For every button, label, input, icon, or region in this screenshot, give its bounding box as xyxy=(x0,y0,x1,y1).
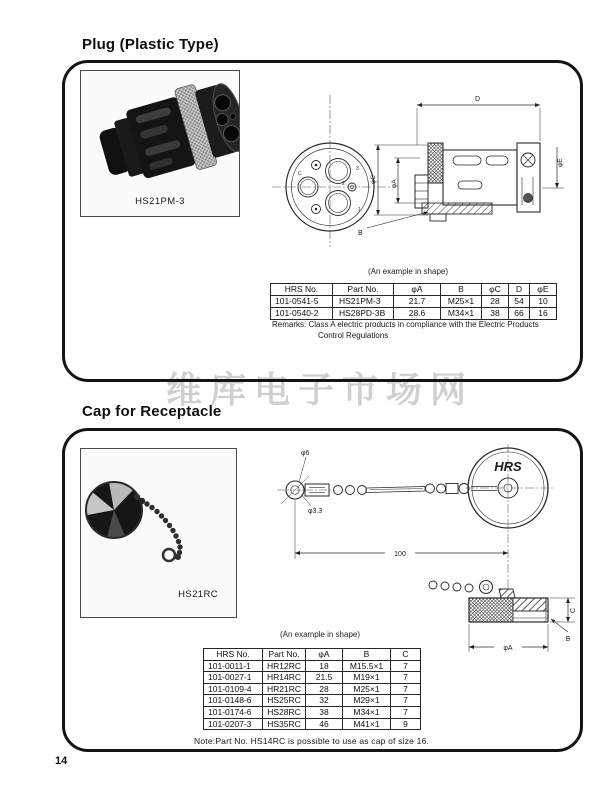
table-cell: 101-0011-1 xyxy=(204,660,263,672)
cap-example-note: (An example in shape) xyxy=(279,630,361,639)
column-header: Part No. xyxy=(333,284,394,296)
plug-table xyxy=(270,283,557,320)
table-cell: 101-0027-1 xyxy=(204,672,263,684)
table-cell: 101-0540-2 xyxy=(271,308,333,320)
column-header: B xyxy=(441,284,482,296)
dim-label-b: B xyxy=(358,230,363,237)
dim-label-cap-phi-a: φA xyxy=(503,645,513,652)
column-header: φA xyxy=(394,284,441,296)
watermark-text: 维库电子市场网 xyxy=(166,370,475,411)
table-cell: M25×1 xyxy=(441,296,482,308)
cap-photo-caption: HS21RC xyxy=(178,589,218,600)
plug-side-view xyxy=(367,105,564,228)
plug-section-heading: Plug (Plastic Type) xyxy=(82,36,219,53)
cap-section-heading: Cap for Receptacle xyxy=(82,403,222,420)
table-cell: 54 xyxy=(509,296,530,308)
table-cell: HR21RC xyxy=(263,683,306,695)
pin-label-c: C xyxy=(298,171,302,177)
plug-photo-caption: HS21PM-3 xyxy=(135,196,185,207)
column-header: D xyxy=(509,284,530,296)
dim-label-d: D xyxy=(475,96,481,103)
table-cell: M34×1 xyxy=(441,308,482,320)
column-header: Part No. xyxy=(263,649,306,661)
table-cell: 28 xyxy=(482,296,509,308)
dim-label-cap-c: C xyxy=(570,607,577,613)
table-row xyxy=(204,718,421,730)
plug-remarks-line1: Remarks: Class A electric products in compliance with the Electric Products xyxy=(272,320,539,329)
plug-remarks-line2: Control Regulations xyxy=(318,330,389,340)
table-cell: 7 xyxy=(391,660,421,672)
dim-label-phi-c: φC xyxy=(370,175,377,184)
table-cell: HR14RC xyxy=(263,672,306,684)
table-cell: 28.6 xyxy=(394,308,441,320)
column-header: HRS No. xyxy=(204,649,263,661)
plug-example-note: (An example in shape) xyxy=(367,267,449,276)
table-cell: M34×1 xyxy=(343,706,391,718)
column-header: C xyxy=(391,649,421,661)
hrs-logo: HRS xyxy=(494,459,522,474)
table-cell: 101-0207-3 xyxy=(204,718,263,730)
cap-table xyxy=(203,648,421,730)
plug-front-view xyxy=(272,95,394,247)
pin-label-2: 2 xyxy=(342,181,345,187)
table-cell: HS35RC xyxy=(263,718,306,730)
dim-label-cap-b: B xyxy=(565,636,571,643)
table-cell: 21.7 xyxy=(394,296,441,308)
cap-note: Note:Part No. HS14RC is possible to use as cap of size 16. xyxy=(194,736,430,746)
plug-photo-frame xyxy=(80,70,240,217)
table-cell: M25×1 xyxy=(343,683,391,695)
table-header-row xyxy=(204,649,421,661)
cap-photo-frame xyxy=(80,448,237,618)
table-cell: 101-0541-5 xyxy=(271,296,333,308)
column-header: B xyxy=(343,649,391,661)
table-cell: 38 xyxy=(306,706,343,718)
table-cell: 7 xyxy=(391,695,421,707)
column-header: HRS No. xyxy=(271,284,333,296)
table-row xyxy=(204,695,421,707)
column-header: φC xyxy=(482,284,509,296)
dim-label-phi-e: φE xyxy=(557,158,564,167)
table-cell: 7 xyxy=(391,706,421,718)
table-row xyxy=(204,660,421,672)
column-header: φE xyxy=(530,284,557,296)
plug-dimension-drawing xyxy=(270,85,570,253)
table-cell: 7 xyxy=(391,683,421,695)
cap-dimension-drawing xyxy=(275,440,580,675)
table-cell: 18 xyxy=(306,660,343,672)
dim-label-phi6: φ6 xyxy=(301,450,310,457)
table-header-row xyxy=(271,284,557,296)
cap-photo-art xyxy=(86,482,183,561)
table-cell: 46 xyxy=(306,718,343,730)
table-row xyxy=(204,683,421,695)
table-cell: HS25RC xyxy=(263,695,306,707)
table-cell: 101-0109-4 xyxy=(204,683,263,695)
table-cell: 101-0174-6 xyxy=(204,706,263,718)
table-cell: HS28RC xyxy=(263,706,306,718)
table-cell: M15.5×1 xyxy=(343,660,391,672)
table-row xyxy=(204,672,421,684)
dim-label-phi-a: φA xyxy=(391,179,398,188)
table-cell: M19×1 xyxy=(343,672,391,684)
cap-side-view xyxy=(429,581,575,653)
table-cell: 38 xyxy=(482,308,509,320)
table-cell: 32 xyxy=(306,695,343,707)
table-cell: HR12RC xyxy=(263,660,306,672)
table-cell: 10 xyxy=(530,296,557,308)
table-cell: M29×1 xyxy=(343,695,391,707)
table-cell: 7 xyxy=(391,672,421,684)
pin-label-3: 3 xyxy=(356,166,359,172)
dim-label-phi33: φ3.3 xyxy=(308,508,323,515)
dim-label-100: 100 xyxy=(394,551,406,558)
table-cell: HS21PM-3 xyxy=(333,296,394,308)
table-cell: HS28PD-3B xyxy=(333,308,394,320)
table-row xyxy=(204,706,421,718)
page-number: 14 xyxy=(55,755,68,767)
table-cell: 16 xyxy=(530,308,557,320)
table-row xyxy=(271,308,557,320)
table-row xyxy=(271,296,557,308)
table-cell: 9 xyxy=(391,718,421,730)
column-header: φA xyxy=(306,649,343,661)
plug-photo xyxy=(81,71,239,216)
table-cell: 101-0148-6 xyxy=(204,695,263,707)
table-cell: 66 xyxy=(509,308,530,320)
plug-remarks xyxy=(272,320,539,341)
pin-label-1: 1 xyxy=(358,207,361,213)
table-cell: M41×1 xyxy=(343,718,391,730)
table-cell: 28 xyxy=(306,683,343,695)
table-cell: 21.5 xyxy=(306,672,343,684)
plug-connector-photo-art xyxy=(92,74,239,194)
